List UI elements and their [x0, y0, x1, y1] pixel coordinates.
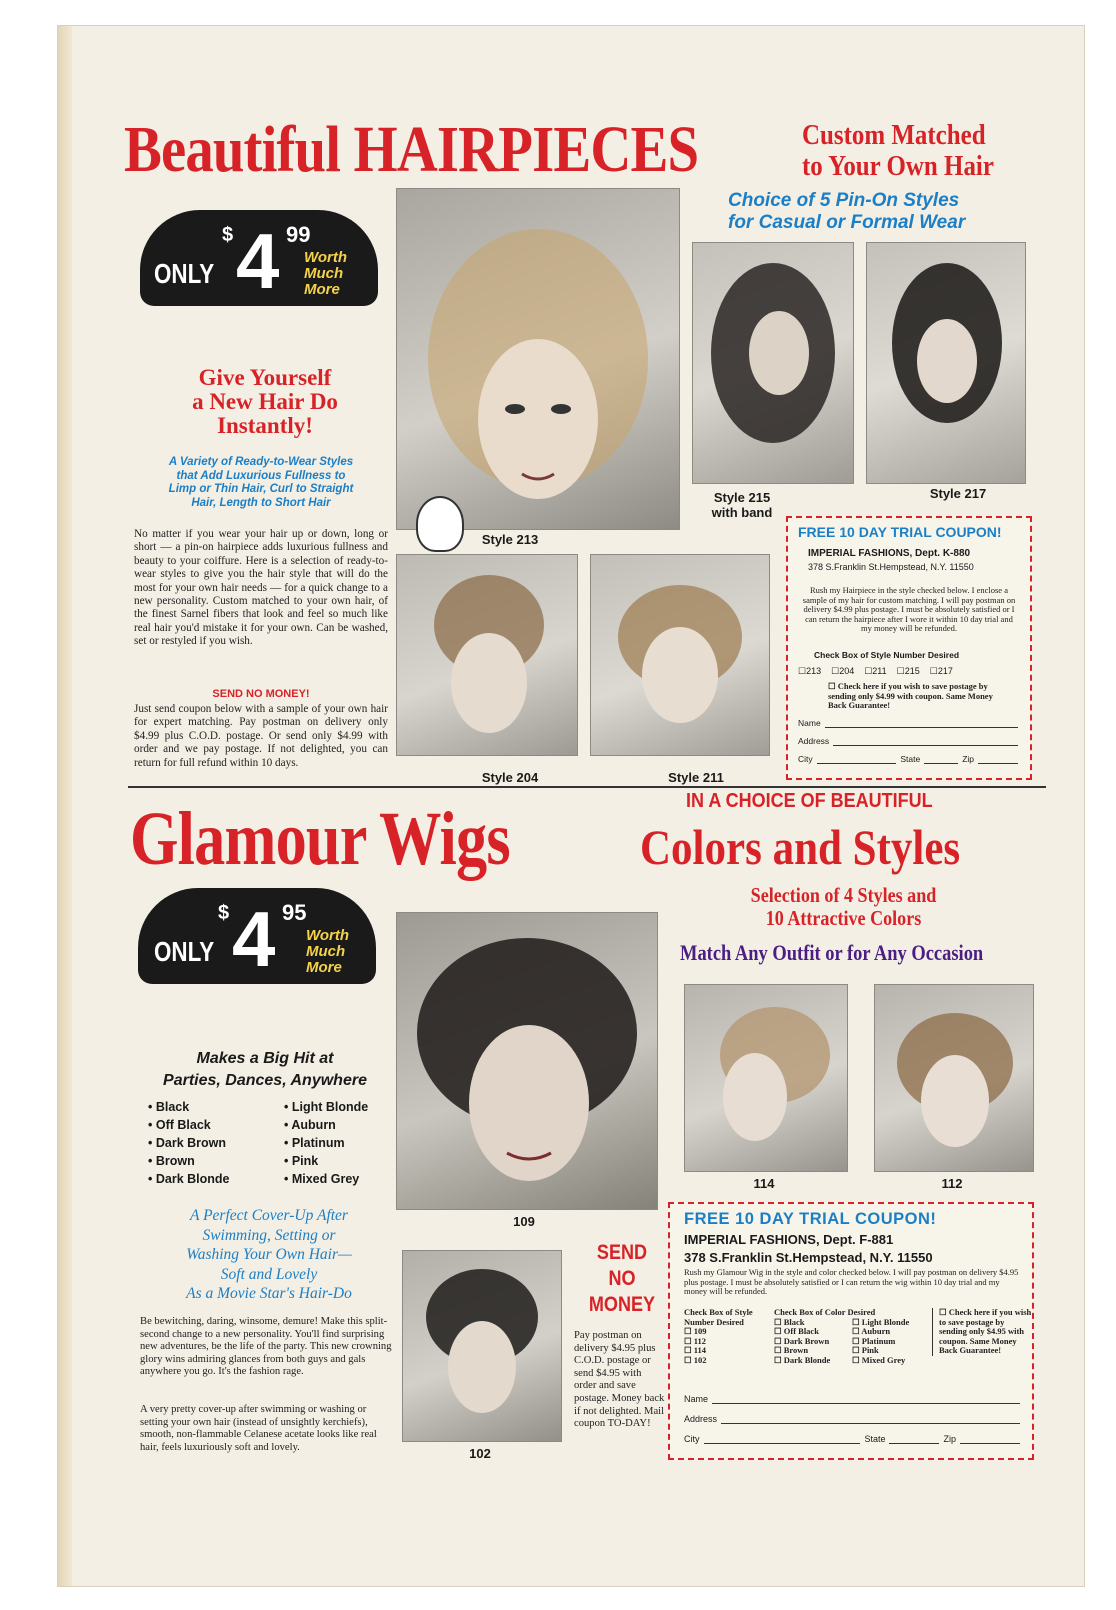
perfect-cover-up-heading: [138, 1206, 400, 1304]
worth-much-more: [306, 928, 349, 976]
coupon-save-text: Check here if you wish to save postage by sending only $4.99 with coupon. Same Money Back Guarantee!: [828, 681, 993, 710]
woman-bouffant-wig-icon: [397, 913, 657, 1209]
variety-line-1: A Variety of Ready-to-Wear Styles: [168, 456, 354, 468]
name-label: Name: [684, 1394, 709, 1404]
coupon-form-fields: [798, 718, 1018, 764]
woman-updo-hair-icon: [397, 555, 577, 755]
color-checkbox-label: Platinum: [861, 1335, 896, 1346]
give-line-2: a New Hair Do: [192, 389, 338, 414]
price-cents: 99: [286, 222, 311, 247]
woman-bob-hair-icon: [397, 189, 679, 529]
photo-wig-112: [874, 984, 1034, 1172]
give-yourself-heading: [134, 366, 396, 438]
color-checkbox[interactable]: ☐ Pink: [852, 1345, 879, 1355]
color-checkbox[interactable]: ☐ Mixed Grey: [852, 1354, 906, 1365]
style-checkbox-label: 112: [693, 1335, 707, 1346]
style-column-label: Check Box of Style Number Desired: [684, 1307, 753, 1327]
color-item: • Dark Blonde: [148, 1172, 230, 1186]
makes-line-2: Parties, Dances, Anywhere: [163, 1072, 367, 1089]
perfect-line-5: As a Movie Star's Hair-Do: [186, 1285, 352, 1302]
send-no-money-label: SEND NO MONEY!: [212, 688, 310, 700]
photo-wig-102: [402, 1250, 562, 1442]
zip-label: Zip: [962, 754, 974, 764]
color-item: • Auburn: [284, 1118, 336, 1132]
price-cents: 95: [282, 900, 307, 925]
woman-profile-wig-icon: [685, 985, 847, 1171]
caption-wig-109: 109: [513, 1214, 535, 1229]
photo-style-204: [396, 554, 578, 756]
color-checkbox-label: Pink: [861, 1345, 879, 1355]
caption-style-217: Style 217: [929, 486, 987, 501]
zip-label: Zip: [943, 1434, 956, 1444]
color-checkbox-label: Auburn: [861, 1326, 891, 1336]
price-badge-wigs: [138, 888, 376, 984]
photo-style-217: [866, 242, 1026, 484]
color-checkbox[interactable]: ☐ Platinum: [852, 1335, 896, 1346]
perfect-line-2: Swimming, Setting or: [202, 1226, 336, 1244]
price-main-digit: 4: [236, 217, 280, 305]
more-word: More: [304, 281, 340, 298]
color-item: • Pink: [284, 1154, 319, 1168]
color-item: • Platinum: [284, 1136, 345, 1150]
style-checkbox[interactable]: ☐204: [831, 666, 855, 676]
style-checkbox[interactable]: ☐ 102: [684, 1354, 707, 1365]
coupon-company: IMPERIAL FASHIONS, Dept. K-880: [808, 548, 971, 559]
color-item: • Off Black: [148, 1118, 211, 1132]
city-label: City: [798, 754, 813, 764]
give-line-1: Give Yourself: [198, 365, 332, 390]
page-spine: [58, 26, 72, 1586]
match-outfit-heading: Match Any Outfit or for Any Occasion: [680, 940, 984, 965]
color-item: • Black: [148, 1100, 190, 1114]
send-no-money-copy: Pay postman on delivery $4.95 plus C.O.D. postage or send $4.95 with order and save postage. Money back if not delighted. Mail coupon TO-DAY!: [574, 1330, 665, 1430]
city-field[interactable]: [817, 754, 897, 764]
woman-bob-wig-icon: [875, 985, 1033, 1171]
color-checkbox-label: Brown: [783, 1345, 809, 1355]
address-label: Address: [684, 1414, 718, 1424]
style-checkbox[interactable]: ☐213: [798, 666, 822, 676]
color-list-right: [284, 1098, 404, 1188]
style-checkbox-label: 217: [937, 666, 953, 676]
woman-bangs-hair-icon: [867, 243, 1025, 483]
style-checkbox-label: 109: [693, 1326, 707, 1336]
color-checkbox-label: Dark Brown: [783, 1335, 830, 1346]
variety-line-2: that Add Luxurious Fullness to: [176, 469, 346, 482]
price-badge-hairpieces: [140, 210, 378, 306]
coupon-title: FREE 10 DAY TRIAL COUPON!: [684, 1210, 937, 1228]
style-checkbox[interactable]: ☐ 112: [684, 1335, 707, 1346]
address-label: Address: [798, 736, 830, 746]
photo-style-211: [590, 554, 770, 756]
choice-line-2: for Casual or Formal Wear: [728, 212, 966, 233]
wig-body-copy-2: A very pretty cover-up after swimming or washing or setting your own hair (instead of unsightly kerchiefs), smooth, non-flammable Celanese acetate looks like real hair, feels luxuriously soft and lovely.: [140, 1404, 377, 1453]
color-column-label: Check Box of Color Desired: [774, 1307, 876, 1317]
save-checkbox[interactable]: ☐: [828, 681, 838, 691]
style-checkbox[interactable]: ☐211: [864, 666, 887, 676]
coupon-color-column: [774, 1308, 924, 1365]
caption-style-204: Style 204: [481, 770, 539, 785]
hairpiece-trial-coupon[interactable]: [786, 516, 1032, 780]
city-field[interactable]: [704, 1434, 861, 1444]
give-line-3: Instantly!: [217, 413, 313, 438]
color-checkbox-label: Light Blonde: [861, 1316, 910, 1327]
style-checkbox-label: 114: [693, 1345, 707, 1355]
makes-a-big-hit-heading: [134, 1048, 396, 1092]
custom-line-1: Custom Matched: [802, 119, 986, 151]
name-field[interactable]: [825, 718, 1018, 728]
variety-line-4: Hair, Length to Short Hair: [191, 496, 331, 509]
address-field[interactable]: [721, 1414, 1020, 1424]
style-checkbox-label: 215: [904, 666, 920, 676]
choice-line-1: Choice of 5 Pin-On Styles: [728, 190, 960, 211]
worth-word: Worth: [306, 927, 350, 944]
state-label: State: [864, 1434, 886, 1444]
perfect-line-4: Soft and Lovely: [220, 1265, 318, 1283]
coupon-style-column: [684, 1308, 770, 1365]
coupon-terms: Rush my Hairpiece in the style checked below. I enclose a sample of my hair for custom matching. I will pay postman on delivery $4.99 plus postage. I must be absolutely satisfied or I can return the hairpiece after I wore it within 10 day trial and my money will be refunded.: [802, 585, 1016, 633]
choice-subheading: [728, 190, 965, 234]
photo-style-213: [396, 188, 680, 530]
state-field[interactable]: [889, 1434, 939, 1444]
woman-curly-hair-icon: [591, 555, 769, 755]
caption-wig-102: 102: [469, 1446, 491, 1461]
zip-field[interactable]: [960, 1434, 1020, 1444]
selection-heading: [736, 884, 951, 930]
selection-line-2: 10 Attractive Colors: [765, 906, 922, 930]
style-checkbox[interactable]: ☐215: [896, 666, 920, 676]
worth-word: Worth: [304, 249, 348, 266]
price-main-digit: 4: [232, 895, 276, 983]
color-checkbox-label: Dark Blonde: [783, 1354, 831, 1365]
city-label: City: [684, 1434, 700, 1444]
save-checkbox[interactable]: ☐: [939, 1307, 949, 1317]
state-label: State: [900, 754, 921, 764]
perfect-line-3: Washing Your Own Hair—: [186, 1246, 352, 1263]
hairpiece-213-icon: [416, 496, 464, 552]
color-checkbox[interactable]: ☐ Black: [774, 1316, 805, 1327]
style-checkbox-label: 204: [839, 666, 855, 676]
glamour-wigs-headline: Glamour Wigs: [130, 797, 510, 881]
caption-wig-112: 112: [941, 1176, 963, 1191]
photo-style-215: [692, 242, 854, 484]
woman-long-hair-icon: [693, 243, 853, 483]
price-only-label: ONLY: [154, 936, 215, 967]
color-item: • Light Blonde: [284, 1100, 369, 1114]
coupon-address: 378 S.Franklin St.Hempstead, N.Y. 11550: [808, 562, 974, 572]
style-checkbox-label: 213: [806, 666, 822, 676]
caption-style-211: Style 211: [668, 770, 724, 785]
coupon-company: IMPERIAL FASHIONS, Dept. F-881: [684, 1232, 894, 1247]
more-word: More: [306, 959, 342, 976]
hairpiece-body-copy: No matter if you wear your hair up or down, long or short — a pin-on hairpiece adds luxurious fullness and beauty to your coiffure. Here is a selection of ready-to-wear styles to give you the hair style that will do the most for your own hair needs — for a quick change to a new personality. Custom matched to your own hair, of the finest Sarnel fibers that look and feel so much like real hair you'd mistake it for your own. Can be washed, set or restyled if you wish.: [134, 528, 388, 648]
woman-short-dark-wig-icon: [403, 1251, 561, 1441]
color-checkbox[interactable]: ☐ Dark Blonde: [774, 1354, 831, 1365]
wig-body-copy-1: Be bewitching, daring, winsome, demure! Make this split-second change to a new personality. You'll find surprising new adventures, be the life of the party. This new crowning glory wins admiring glances from both guys and gals anywhere you go. It's the fashion rage.: [140, 1316, 392, 1377]
coupon-terms: Rush my Glamour Wig in the style and color checked below. I will pay postman on delivery $4.95 plus postage. I must be absolutely satisfied or I can return the wig within 10 day trial and my money will be refunded.: [684, 1267, 1019, 1296]
hairpieces-headline: Beautiful HAIRPIECES: [124, 113, 699, 186]
coupon-address: 378 S.Franklin St.Hempstead, N.Y. 11550: [684, 1250, 933, 1265]
coupon-form-fields: [684, 1394, 1020, 1444]
send-no-money-copy: Just send coupon below with a sample of your own hair for expert matching. Pay postman on delivery only $4.99 plus C.O.D. postage. Or send only $4.99 with order and we pay postage. If not delighted, you can return for full refund within 10 days.: [134, 703, 388, 769]
variety-subtext: [130, 456, 392, 510]
style-checkbox[interactable]: ☐ 114: [684, 1345, 707, 1355]
state-field[interactable]: [924, 754, 958, 764]
coupon-save-option[interactable]: [932, 1308, 1033, 1356]
selection-line-1: Selection of 4 Styles and: [750, 883, 937, 907]
address-field[interactable]: [833, 736, 1018, 746]
price-dollar-sign: $: [218, 902, 230, 924]
price-dollar-sign: $: [222, 224, 234, 246]
wig-trial-coupon[interactable]: [668, 1202, 1034, 1460]
color-item: • Dark Brown: [148, 1136, 227, 1150]
money-word: MONEY: [588, 1293, 656, 1316]
style-checkbox-label: 102: [693, 1354, 707, 1365]
send-word: SEND: [596, 1241, 648, 1264]
color-checkbox-label: Black: [783, 1316, 805, 1327]
color-checkbox-label: Off Black: [783, 1326, 819, 1336]
in-a-choice-heading: IN A CHOICE OF BEAUTIFUL: [686, 790, 933, 812]
color-checkbox[interactable]: ☐ Light Blonde: [852, 1316, 910, 1327]
zip-field[interactable]: [978, 754, 1018, 764]
price-only-label: ONLY: [154, 258, 215, 289]
caption-215-line1: Style 215: [713, 490, 771, 505]
color-checkbox[interactable]: ☐ Auburn: [852, 1326, 891, 1336]
no-word: NO: [608, 1267, 636, 1290]
color-item: • Mixed Grey: [284, 1172, 360, 1186]
style-checkbox[interactable]: ☐ 109: [684, 1326, 707, 1336]
caption-style-213: Style 213: [481, 532, 539, 547]
photo-wig-114: [684, 984, 848, 1172]
name-field[interactable]: [712, 1394, 1020, 1404]
color-checkbox[interactable]: ☐ Brown: [774, 1345, 809, 1355]
color-checkbox[interactable]: ☐ Off Black: [774, 1326, 819, 1336]
worth-much-more: [304, 250, 347, 298]
perfect-line-1: A Perfect Cover-Up After: [190, 1207, 348, 1224]
makes-line-1: Makes a Big Hit at: [196, 1050, 334, 1067]
color-list-left: [148, 1098, 278, 1188]
style-checkbox[interactable]: ☐217: [929, 666, 953, 676]
coupon-check-label: Check Box of Style Number Desired: [814, 650, 960, 660]
custom-matched-heading: [802, 120, 1008, 182]
much-word: Much: [306, 943, 346, 960]
send-no-money-heading: [581, 1240, 664, 1318]
color-checkbox-label: Mixed Grey: [861, 1354, 906, 1365]
section-divider: [128, 786, 1046, 788]
color-checkbox[interactable]: ☐ Dark Brown: [774, 1335, 830, 1346]
colors-and-styles-heading: Colors and Styles: [640, 819, 961, 875]
color-item: • Brown: [148, 1154, 195, 1168]
name-label: Name: [798, 718, 821, 728]
coupon-title: FREE 10 DAY TRIAL COUPON!: [798, 524, 1002, 540]
caption-215-line2: with band: [711, 505, 773, 520]
much-word: Much: [304, 265, 344, 282]
coupon-save-text: Check here if you wish to save postage by sending only $4.95 with coupon. Same Money Back Guarantee!: [939, 1307, 1032, 1355]
photo-wig-109: [396, 912, 658, 1210]
caption-style-215: [692, 490, 792, 520]
coupon-save-option[interactable]: [828, 682, 1004, 711]
coupon-style-checkboxes: [798, 666, 953, 677]
variety-line-3: Limp or Thin Hair, Curl to Straight: [168, 483, 354, 495]
custom-line-2: to Your Own Hair: [802, 150, 994, 182]
caption-wig-114: 114: [753, 1176, 775, 1191]
style-checkbox-label: 211: [872, 666, 887, 676]
